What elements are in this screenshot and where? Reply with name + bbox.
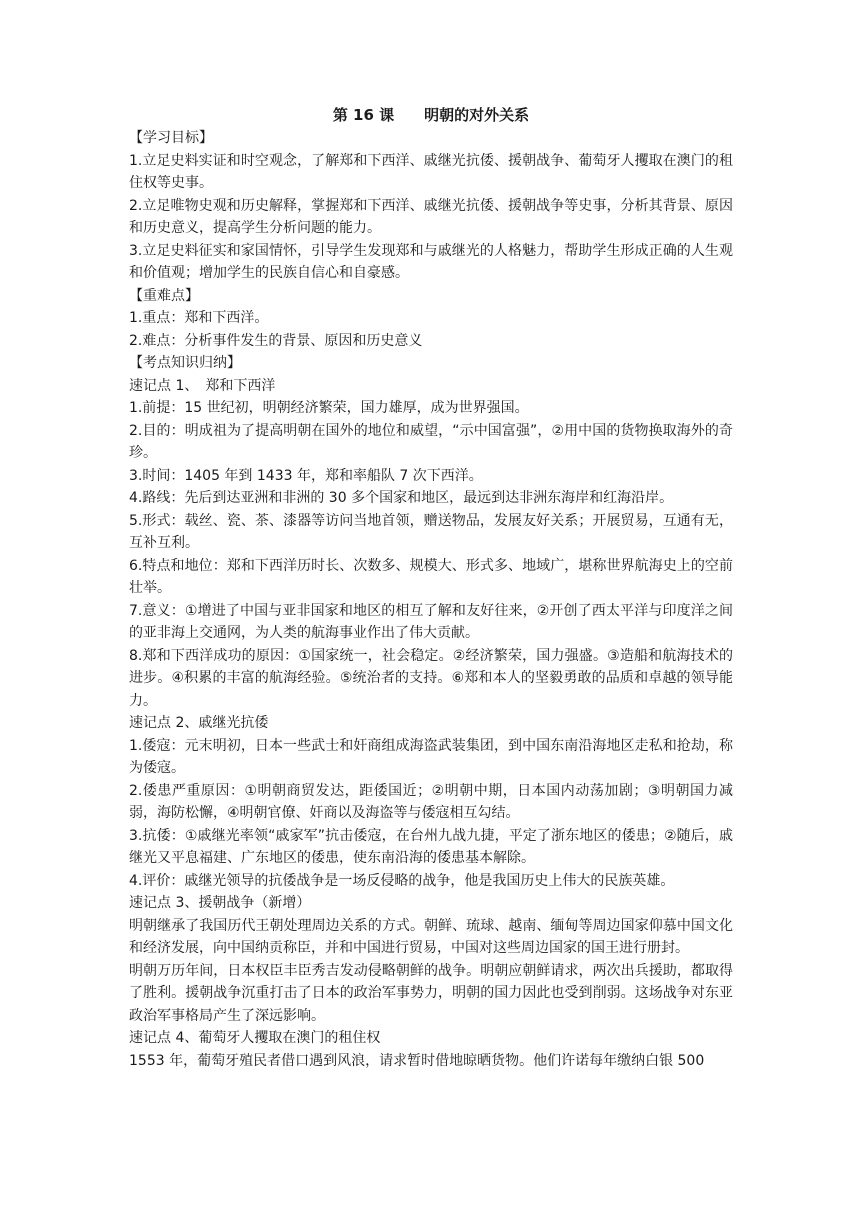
point2-item: 1.倭寇：元末明初，日本一些武士和奸商组成海盗武装集团，到中国东南沿海地区走私和抢劫，称为倭寇。 xyxy=(129,737,733,776)
point1-item: 3.时间：1405 年到 1433 年，郑和率船队 7 次下西洋。 xyxy=(129,467,483,484)
point1-item: 1.前提：15 世纪初，明朝经济繁荣，国力雄厚，成为世界强国。 xyxy=(129,400,529,416)
objective-item: 1.立足史料实证和时空观念，了解郑和下西洋、戚继光抗倭、援朝战争、葡萄牙人攫取在澳门的租住权等史事。 xyxy=(129,152,733,191)
page-title: 第 16 课 明朝的对外关系 xyxy=(332,106,530,124)
point2-item: 2.倭患严重原因：①明朝商贸发达，距倭国近；②明朝中期，日本国内动荡加剧；③明朝国力减弱，海防松懈，④明朝官僚、奸商以及海盗等与倭寇相互勾结。 xyxy=(129,782,733,821)
point1-item: 7.意义：①增进了中国与亚非国家和地区的相互了解和友好往来，②开创了西太平洋与印度洋之间的亚非海上交通网，为人类的航海事业作出了伟大贡献。 xyxy=(129,602,733,641)
keypoint-item: 1.重点：郑和下西洋。 xyxy=(129,310,269,326)
objective-item: 2.立足唯物史观和历史解释，掌握郑和下西洋、戚继光抗倭、援朝战争等史事，分析其背景、原因和历史意义，提高学生分析问题的能力。 xyxy=(129,197,733,236)
point4-heading: 速记点 4、葡萄牙人攫取在澳门的租住权 xyxy=(129,1030,381,1046)
point1-item: 6.特点和地位：郑和下西洋历时长、次数多、规模大、形式多、地域广，堪称世界航海史上的空前壮举。 xyxy=(129,557,733,596)
point2-item: 4.评价：戚继光领导的抗倭战争是一场反侵略的战争，他是我国历史上伟大的民族英雄。 xyxy=(129,872,675,889)
point1-item: 4.路线：先后到达亚洲和非洲的 30 多个国家和地区，最远到达非洲东海岸和红海沿岸。 xyxy=(129,490,674,506)
point2-heading: 速记点 2、戚继光抗倭 xyxy=(129,715,269,731)
objectives-heading: 【学习目标】 xyxy=(129,130,213,146)
keypoint-item: 2.难点：分析事件发生的背景、原因和历史意义 xyxy=(129,332,423,349)
point3-heading: 速记点 3、援朝战争（新增） xyxy=(129,895,311,911)
point1-heading: 速记点 1、 郑和下西洋 xyxy=(129,377,276,394)
point1-item: 5.形式：载丝、瓷、茶、漆器等访问当地首领，赠送物品，发展友好关系；开展贸易，互通有无，互补互利。 xyxy=(129,512,733,551)
keypoints-heading: 【重难点】 xyxy=(129,287,199,304)
objective-item: 3.立足史料征实和家国情怀，引导学生发现郑和与戚继光的人格魅力，帮助学生形成正确的人生观和价值观；增加学生的民族自信心和自豪感。 xyxy=(129,242,733,281)
point1-item: 8.郑和下西洋成功的原因：①国家统一，社会稳定。②经济繁荣，国力强盛。③造船和航海技术的进步。④积累的丰富的航海经验。⑤统治者的支持。⑥郑和本人的坚毅勇敢的品质和卓越的领导能力。 xyxy=(129,647,733,709)
summary-heading: 【考点知识归纳】 xyxy=(129,355,241,371)
point3-paragraph: 明朝继承了我国历代王朝处理周边关系的方式。朝鲜、琉球、越南、缅甸等周边国家仰慕中国文化和经济发展，向中国纳贡称臣，并和中国进行贸易，中国对这些周边国家的国王进行册封。 xyxy=(129,917,733,956)
point3-paragraph: 明朝万历年间，日本权臣丰臣秀吉发动侵略朝鲜的战争。明朝应朝鲜请求，两次出兵援助，都取得了胜利。援朝战争沉重打击了日本的政治军事势力，明朝的国力因此也受到削弱。这场战争对东亚政治军事格局产生了深远影响。 xyxy=(129,962,733,1024)
point4-paragraph: 1553 年，葡萄牙殖民者借口遇到风浪，请求暂时借地晾晒货物。他们许诺每年缴纳白银 500 xyxy=(129,1052,705,1069)
document-page xyxy=(129,103,733,1072)
point1-item: 2.目的：明成祖为了提高明朝在国外的地位和威望，“示中国富强”，②用中国的货物换取海外的奇珍。 xyxy=(129,422,733,461)
point2-item: 3.抗倭：①戚继光率领“戚家军”抗击倭寇，在台州九战九捷，平定了浙东地区的倭患；②随后，戚继光又平息福建、广东地区的倭患，使东南沿海的倭患基本解除。 xyxy=(129,827,733,866)
